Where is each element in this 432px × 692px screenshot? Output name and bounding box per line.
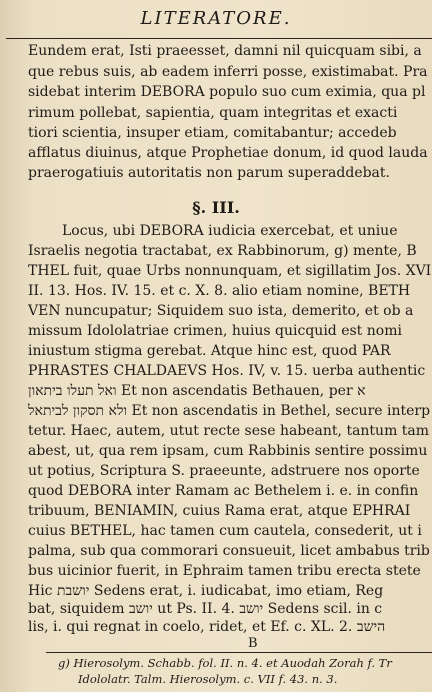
- text-line: cuius BETHEL, hac tamen cum cautela, consederit, ut i: [28, 523, 422, 539]
- signature-mark: B: [248, 636, 258, 651]
- section-heading: §. III.: [192, 198, 240, 217]
- text-line: VEN nuncupatur; Siquidem suo ista, demerito, et ob a: [28, 303, 414, 319]
- text-line: THEL fuit, quae Urbs nonnunquam, et sigillatim Jos. XVI: [28, 263, 432, 279]
- text-line: Eundem erat, Isti praeesset, damni nil quicquam sibi, a: [28, 43, 422, 59]
- text-line: lis, i. qui regnat in coelo, ridet, et Ef. c. XL. 2. הישב: [28, 619, 386, 635]
- text-line: Locus, ubi DEBORA iudicia exercebat, et uniue: [62, 223, 398, 239]
- text-line: bat, siquidem יושב ut Ps. II. 4. יושב Sedens scil. in c: [28, 601, 383, 617]
- text-line: que rebus suis, ab eadem inferri posse, existimabat. Pra: [28, 64, 428, 80]
- text-line: II. 13. Hos. IV. 15. et c. X. 8. alio etiam nomine, BETH: [28, 283, 411, 299]
- header-rule: [6, 38, 432, 39]
- text-line: tiori scientia, insuper etiam, comitabantur; accedeb: [28, 125, 397, 141]
- text-line: tetur. Haec, autem, utut recte sese habeant, tantum tam: [28, 423, 430, 439]
- text-line: Hic יושבת Sedens erat, i. iudicabat, imo etiam, Reg: [28, 583, 384, 599]
- text-line: bus uicinior fuerit, in Ephraim tamen tribu erecta stete: [28, 563, 421, 579]
- text-line: Israelis negotia tractabat, ex Rabbinorum, g) mente, B: [28, 243, 417, 259]
- footnote-rule: [46, 652, 432, 653]
- text-line: ואל תעלו ביתאון Et non ascendatis Bethauen, per א: [28, 383, 366, 399]
- text-line: sidebat interim DEBORA populo suo cum eximia, qua pl: [28, 84, 426, 100]
- running-header: LITERATORE.: [140, 8, 292, 29]
- footnote-line: Idololatr. Talm. Hierosolym. c. VII f. 43. n. 3.: [78, 672, 338, 686]
- text-line: quod DEBORA inter Ramam ac Bethelem i. e. in confin: [28, 483, 419, 499]
- text-line: palma, sub qua commorari consueuit, licet ambabus trib: [28, 543, 430, 559]
- text-line: iniustum stigma gerebat. Atque hinc est, quod PAR: [28, 343, 391, 359]
- footnote-line: g) Hierosolym. Schabb. fol. II. n. 4. et Auodah Zorah f. Tr: [58, 656, 392, 670]
- text-line: afflatus diuinus, atque Prophetiae donum, id quod lauda: [28, 145, 428, 161]
- text-line: praerogatiuis autoritatis non parum superaddebat.: [28, 165, 390, 181]
- text-line: ולא תסקון לביתאל Et non ascendatis in Bethel, secure interp: [28, 403, 431, 419]
- text-line: tribuum, BENIAMIN, cuius Rama erat, atque EPHRAI: [28, 503, 411, 519]
- text-line: missum Idololatriae crimen, huius quicquid est nomi: [28, 323, 402, 339]
- text-line: ut potius, Scriptura S. praeeunte, adstruere nos oporte: [28, 463, 420, 479]
- text-line: rimum pollebat, sapientia, quam integritas et exacti: [28, 105, 398, 121]
- text-line: abest, ut, qua rem ipsam, cum Rabbinis sentire possimu: [28, 443, 428, 459]
- text-line: PHRASTES CHALDAEVS Hos. IV, v. 15. uerba authentic: [28, 363, 426, 379]
